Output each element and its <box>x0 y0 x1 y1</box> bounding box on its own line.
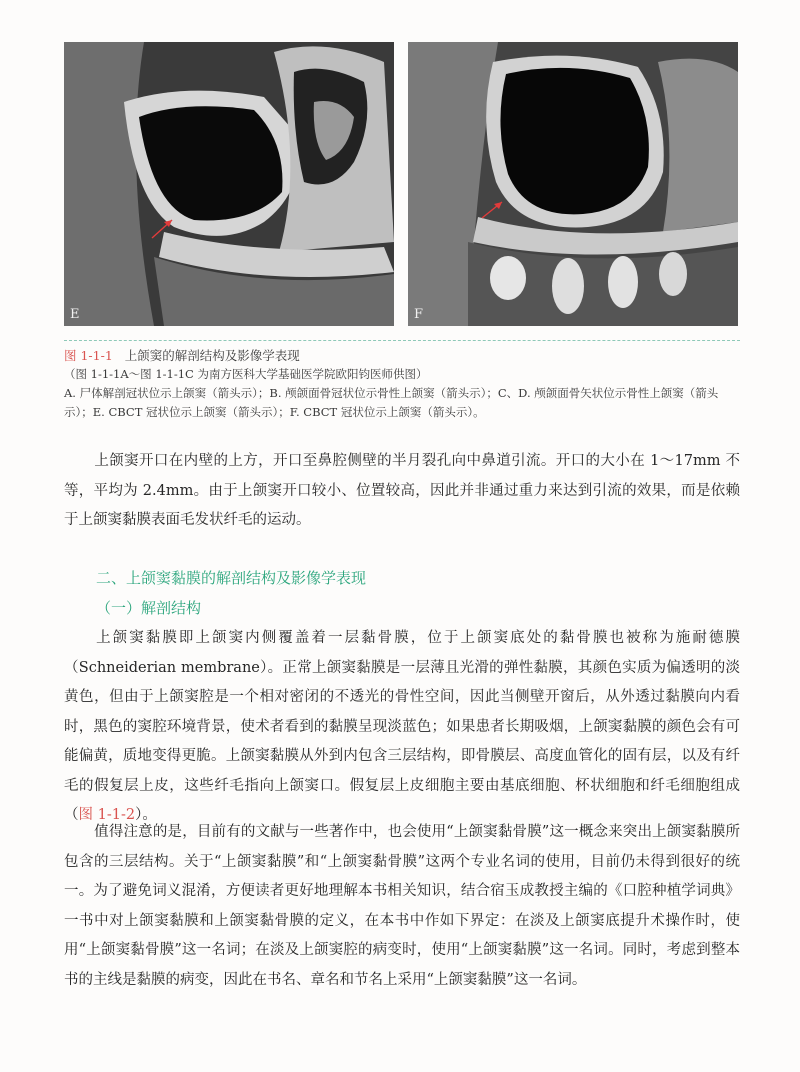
ct-scan-image-f <box>408 42 738 326</box>
figure-reference-link[interactable]: 图 1-1-2 <box>78 807 136 823</box>
ct-scan-image-e <box>64 42 394 326</box>
paragraph <box>64 818 740 995</box>
figure-number: 图 1-1-1 <box>64 348 113 363</box>
caption-divider <box>64 340 740 341</box>
paragraph <box>64 624 740 831</box>
caption-title-line <box>64 346 740 365</box>
paragraph <box>64 447 740 536</box>
paragraph-text-end: ）。 <box>135 807 157 823</box>
paragraph-text: 上颌窦黏膜即上颌窦内侧覆盖着一层黏骨膜，位于上颌窦底处的黏骨膜也被称为施耐德膜（Schneiderian membrane）。正常上颌窦黏膜是一层薄且光滑的弹性黏膜，其颜色实质为偏透明的淡黄色，但由于上颌窦腔是一个相对密闭的不透光的骨性空间，因此当侧壁开窗后，从外透过黏膜向内看时，黑色的窦腔环境背景，使术者看到的黏膜呈现淡蓝色；如果患者长期吸烟，上颌窦黏膜的颜色会有可能偏黄，质地变得更脆。上颌窦黏膜从外到内包含三层结构，即骨膜层、高度血管化的固有层，以及有纤毛的假复层上皮，这些纤毛指向上颌窦口。假复层上皮细胞主要由基底细胞、杯状细胞和纤毛细胞组成（ <box>64 630 740 823</box>
caption-description-line-1: A. 尸体解剖冠状位示上颌窦（箭头示）；B. 颅颌面骨冠状位示骨性上颌窦（箭头示）；C、D. 颅颌面骨矢状位示骨性上颌窦（箭头 <box>64 386 719 400</box>
caption-credit: （图 1-1-1A～图 1-1-1C 为南方医科大学基础医学院欧阳钧医师供图） <box>64 367 428 381</box>
section-heading: 二、上颌窦黏膜的解剖结构及影像学表现 <box>96 569 367 587</box>
paragraph-text: 值得注意的是，目前有的文献与一些著作中，也会使用“上颌窦黏骨膜”这一概念来突出上颌窦黏膜所包含的三层结构。关于“上颌窦黏膜”和“上颌窦黏骨膜”这两个专业名词的使用，目前仍未得到很好的统一。为了避免词义混淆，方便读者更好地理解本书相关知识，结合宿玉成教授主编的《口腔种植学词典》一书中对上颌窦黏膜和上颌窦黏骨膜的定义，在本书中作如下界定：在淡及上颌窦底提升术操作时，使用“上颌窦黏骨膜”这一名词；在淡及上颌窦腔的病变时，使用“上颌窦黏膜”这一名词。同时，考虑到整本书的主线是黏膜的病变，因此在书名、章名和节名上采用“上颌窦黏膜”这一名词。 <box>64 824 740 988</box>
caption-title: 上颌窦的解剖结构及影像学表现 <box>124 348 300 363</box>
paragraph-text: 上颌窦开口在内壁的上方，开口至鼻腔侧壁的半月裂孔向中鼻道引流。开口的大小在 1～17mm 不等，平均为 2.4mm。由于上颌窦开口较小、位置较高，因此并非通过重力来达到引流的效果，而是依赖于上颌窦黏膜表面毛发状纤毛的运动。 <box>64 453 740 528</box>
figure-caption <box>64 346 740 422</box>
caption-description-line-2: 示）；E. CBCT 冠状位示上颌窦（箭头示）；F. CBCT 冠状位示上颌窦（箭头示）。 <box>64 405 485 419</box>
subsection-heading: （一）解剖结构 <box>96 599 202 617</box>
panel-letter: E <box>70 307 80 322</box>
figure-panel-e <box>64 42 394 326</box>
panel-letter: F <box>414 307 424 322</box>
figure-panel-f <box>408 42 738 326</box>
